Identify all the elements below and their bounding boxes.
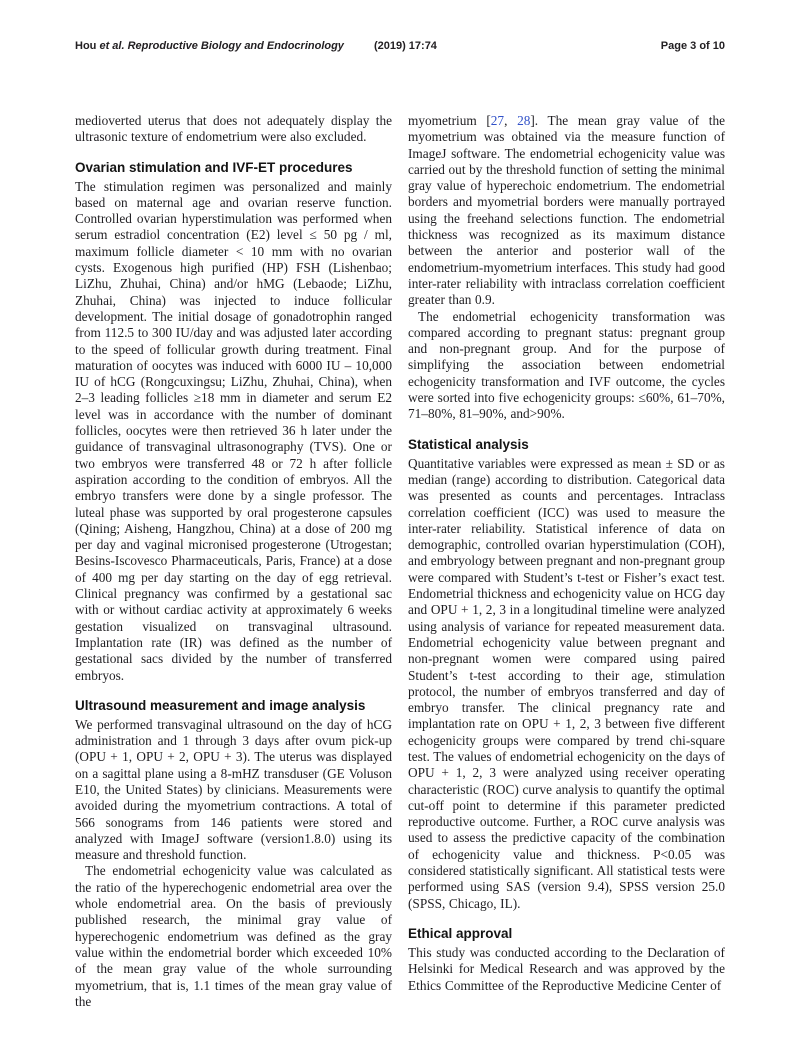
body-paragraph: The stimulation regimen was personalized and mainly based on maternal age and ovarian reserve function. Controlled ovarian hyperstimulation was performed when serum estradiol concentration (E2) level ≤ 50 pg / ml, maximum follicle diameter < 10 mm with no ovarian cysts. Exogenous high purified (HP) FSH (Lishenbao; LiZhu, Zhuhai, China) and/or hMG (Lebaode; LiZhu, Zhuhai, China) was injected to induce follicular development. The initial dosage of gonadotrophin ranged from 112.5 to 300 IU/day and was adjusted later according to the speed of follicular growth during treatment. Final maturation of oocytes was induced with 6000 IU – 10,000 IU of hCG (Rongcuxingsu; LiZhu, Zhuhai, China), when 2–3 leading follicles ≥18 mm in diameter and serum E2 level was in accordance with the number of dominant follicles, oocytes were then retrieved 36 h later under the guidance of transvaginal ultrasonography (TVS). One or two embryos were transferred 48 or 72 h after follicle aspiration according to the condition of embryos. All the embryo transfers were done by a single professor. The luteal phase was supported by oral progesterone capsules (Qining; Aisheng, Hangzhou, China) at a dose of 200 mg per day and vaginal micronised progesterone (Utrogestan; Besins-Iscovesco Pharmaceuticals, Paris, France) at a dose of 400 mg per day starting on the day of egg retrieval. Clinical pregnancy was confirmed by a gestational sac with or without cardiac activity at approximately 6 weeks gestation visualized on transvaginal ultrasound. Implantation rate (IR) was defined as the number of gestational sacs divided by the number of transferred embryos. bbox=[75, 178, 392, 683]
body-paragraph: medioverted uterus that does not adequately display the ultrasonic texture of endometrium were also excluded. bbox=[75, 113, 392, 145]
journal-title: Reproductive Biology and Endocrinology bbox=[127, 40, 344, 52]
section-heading: Ultrasound measurement and image analysis bbox=[75, 697, 366, 713]
volume-citation: (2019) 17:74 bbox=[373, 40, 437, 52]
author-name: Hou bbox=[75, 40, 100, 52]
citation-link[interactable]: 27 bbox=[490, 113, 505, 128]
body-paragraph: Quantitative variables were expressed as mean ± SD or as median (range) according to distribution. Categorical data was presented as counts and percentages. Intraclass correlation coefficient (ICC) was used to measure the inter-rater reliability. Statistical inference of data on demographic, controlled ovarian hyperstimulation (COH), and embryology between pregnant and non-pregnant group were compared with Student’s t-test or Fisher’s exact test. Endometrial thickness and echogenicity value on HCG day and OPU + 1, 2, 3 in a longitudinal timeline were analyzed using analysis of variance for repeated measurement data. Endometrial echogenicity value between pregnant and non-pregnant women were compared using paired Student’s t-test according to their age, stimulation protocol, the number of embryos transferred and day of embryo transfer. The clinical pregnancy rate and implantation rate on OPU + 1, 2, 3 between five different echogenicity groups were compared by trend chi-square test. The values of endometrial echogenicity on the days of OPU + 1, 2, 3 were analyzed using receiver operating characteristic (ROC) curve analysis to quantify the optimal cut-off point to determine if this parameter predicted reproductive outcome. Further, a ROC curve analysis was used to assess the predictive capacity of the combination of echogenicity value and thickness. P<0.05 was considered statistically significant. All statistical tests were performed using SAS (version 9.4), SPSS version 25.0 (SPSS, Chicago, IL). bbox=[408, 455, 725, 911]
et-al-label: et al. bbox=[99, 40, 128, 52]
body-paragraph: The endometrial echogenicity value was calculated as the ratio of the hyperechogenic endometrial area over the whole endometrial area. On the basis of previously published research, the minimal gray value of hyperechogenic endometrium was defined as the gray value within the endometrial border which exceeded 10% of the mean gray value of the whole surrounding myometrium, that is, 1.1 times of the mean gray value of the bbox=[75, 863, 392, 1009]
running-head bbox=[75, 40, 725, 52]
page-number: Page 3 of 10 bbox=[660, 40, 725, 52]
paragraph-text: ]. The mean gray value of the myometrium was obtained via the measure function of ImageJ software. The endometrial echogenicity value was carried out by the threshold function of setting the minimal gray value of hyperechoic endometrium. The endometrial borders and myometrial borders were manually portrayed using the freehand selections function. The endometrial thickness was recognized as its maximum distance between the anterior and posterior wall of the endometrium-myometrium interfaces. This study had good inter-rater reliability with intraclass correlation coefficient greater than 0.9. bbox=[408, 113, 725, 308]
paragraph-text: myometrium [ bbox=[408, 113, 491, 128]
body-paragraph: This study was conducted according to the Declaration of Helsinki for Medical Research and was approved by the Ethics Committee of the Reproductive Medicine Center of bbox=[408, 944, 725, 993]
body-paragraph bbox=[408, 113, 725, 309]
citation-link[interactable]: 28 bbox=[517, 113, 531, 128]
section-heading: Ovarian stimulation and IVF-ET procedures bbox=[75, 159, 353, 175]
body-paragraph: We performed transvaginal ultrasound on the day of hCG administration and 1 through 3 days after ovum pick-up (OPU + 1, OPU + 2, OPU + 3). The uterus was displayed on a sagittal plane using a 8-mHZ transduser (GE Voluson E10, the United States) by clinicians. Measurements were avoided during the myometrium contractions. A total of 566 sonograms from 146 patients were stored and analyzed with ImageJ software (version1.8.0) using its measure and threshold function. bbox=[75, 716, 392, 863]
section-heading: Ethical approval bbox=[408, 925, 513, 941]
left-column bbox=[75, 113, 392, 1010]
right-column bbox=[408, 113, 725, 1010]
paragraph-text: , bbox=[504, 113, 518, 128]
section-heading: Statistical analysis bbox=[408, 436, 529, 452]
body-paragraph: The endometrial echogenicity transformation was compared according to pregnant status: pregnant group and non-pregnant group. And for the purpose of simplifying the association between endometrial echogenicity transformation and IVF outcome, the cycles were sorted into five echogenicity groups: ≤60%, 61–70%, 71–80%, 81–90%, and>90%. bbox=[408, 308, 725, 422]
running-head-citation bbox=[75, 40, 437, 52]
two-column-body bbox=[75, 113, 725, 1010]
